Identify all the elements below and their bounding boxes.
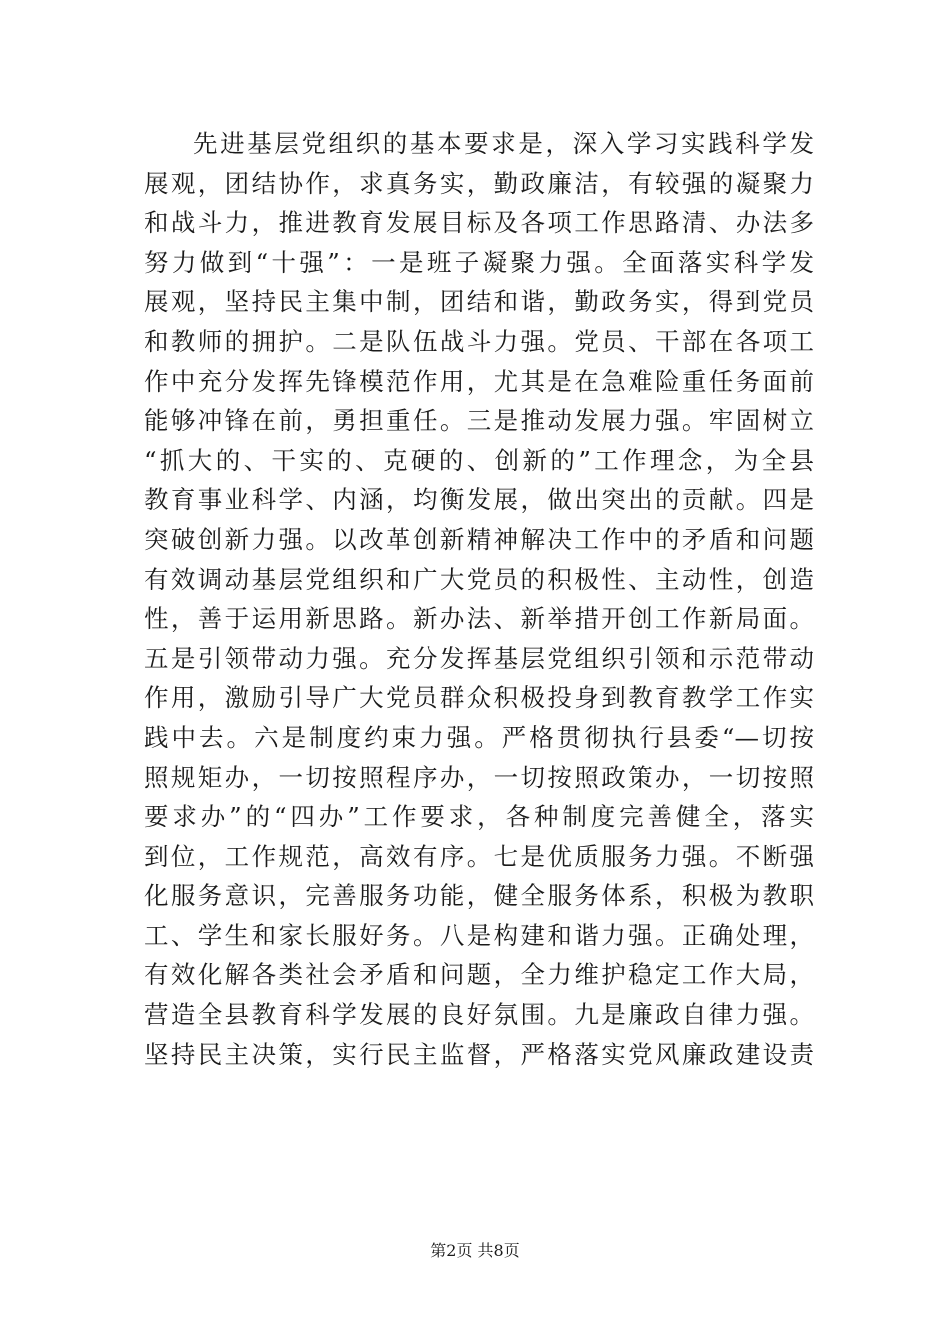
text-line: 坚持民主决策，实行民主监督，严格落实党风廉政建设责 [144, 1039, 814, 1069]
text-line: 展观，坚持民主集中制，团结和谐，勤政务实，得到党员 [144, 287, 814, 317]
text-line: 工、学生和家长服好务。八是构建和谐力强。正确处理， [144, 920, 814, 950]
text-line: 努力做到“十强”：一是班子凝聚力强。全面落实科学发 [144, 247, 814, 277]
text-line: 践中去。六是制度约束力强。严格贯彻执行县委“—切按 [144, 722, 814, 752]
page-footer: 第2页 共8页 [430, 1241, 520, 1260]
text-line: 和战斗力，推进教育发展目标及各项工作思路清、办法多 [144, 208, 814, 238]
text-line: 到位，工作规范，高效有序。七是优质服务力强。不断强 [144, 841, 814, 871]
text-line: 作用，激励引导广大党员群众积极投身到教育教学工作实 [144, 683, 814, 713]
text-line: 先进基层党组织的基本要求是，深入学习实践科学发 [193, 129, 814, 158]
body-text [144, 124, 814, 1074]
text-line: 和教师的拥护。二是队伍战斗力强。党员、干部在各项工 [144, 326, 814, 356]
text-line: 性，善于运用新思路。新办法、新举措开创工作新局面。 [144, 604, 814, 634]
text-line: 有效调动基层党组织和广大党员的积极性、主动性，创造 [144, 564, 814, 594]
text-line: 作中充分发挥先锋模范作用，尤其是在急难险重任务面前 [144, 366, 814, 396]
text-line: “抓大的、干实的、克硬的、创新的”工作理念，为全县 [144, 445, 814, 475]
text-line: 照规矩办，一切按照程序办，一切按照政策办，一切按照 [144, 762, 814, 792]
text-line: 化服务意识，完善服务功能，健全服务体系，积极为教职 [144, 881, 814, 911]
text-line: 有效化解各类社会矛盾和问题，全力维护稳定工作大局， [144, 960, 814, 990]
text-line: 五是引领带动力强。充分发挥基层党组织引领和示范带动 [144, 643, 814, 673]
text-line: 教育事业科学、内涵，均衡发展，做出突出的贡献。四是 [144, 485, 814, 515]
text-line: 能够冲锋在前，勇担重任。三是推动发展力强。牢固树立 [144, 406, 814, 436]
text-line: 突破创新力强。以改革创新精神解决工作中的矛盾和问题 [144, 524, 814, 554]
text-line: 展观，团结协作，求真务实，勤政廉洁，有较强的凝聚力 [144, 168, 814, 198]
text-line: 要求办”的“四办”工作要求，各种制度完善健全，落实 [144, 802, 814, 832]
text-line: 营造全县教育科学发展的良好氛围。九是廉政自律力强。 [144, 1000, 814, 1030]
